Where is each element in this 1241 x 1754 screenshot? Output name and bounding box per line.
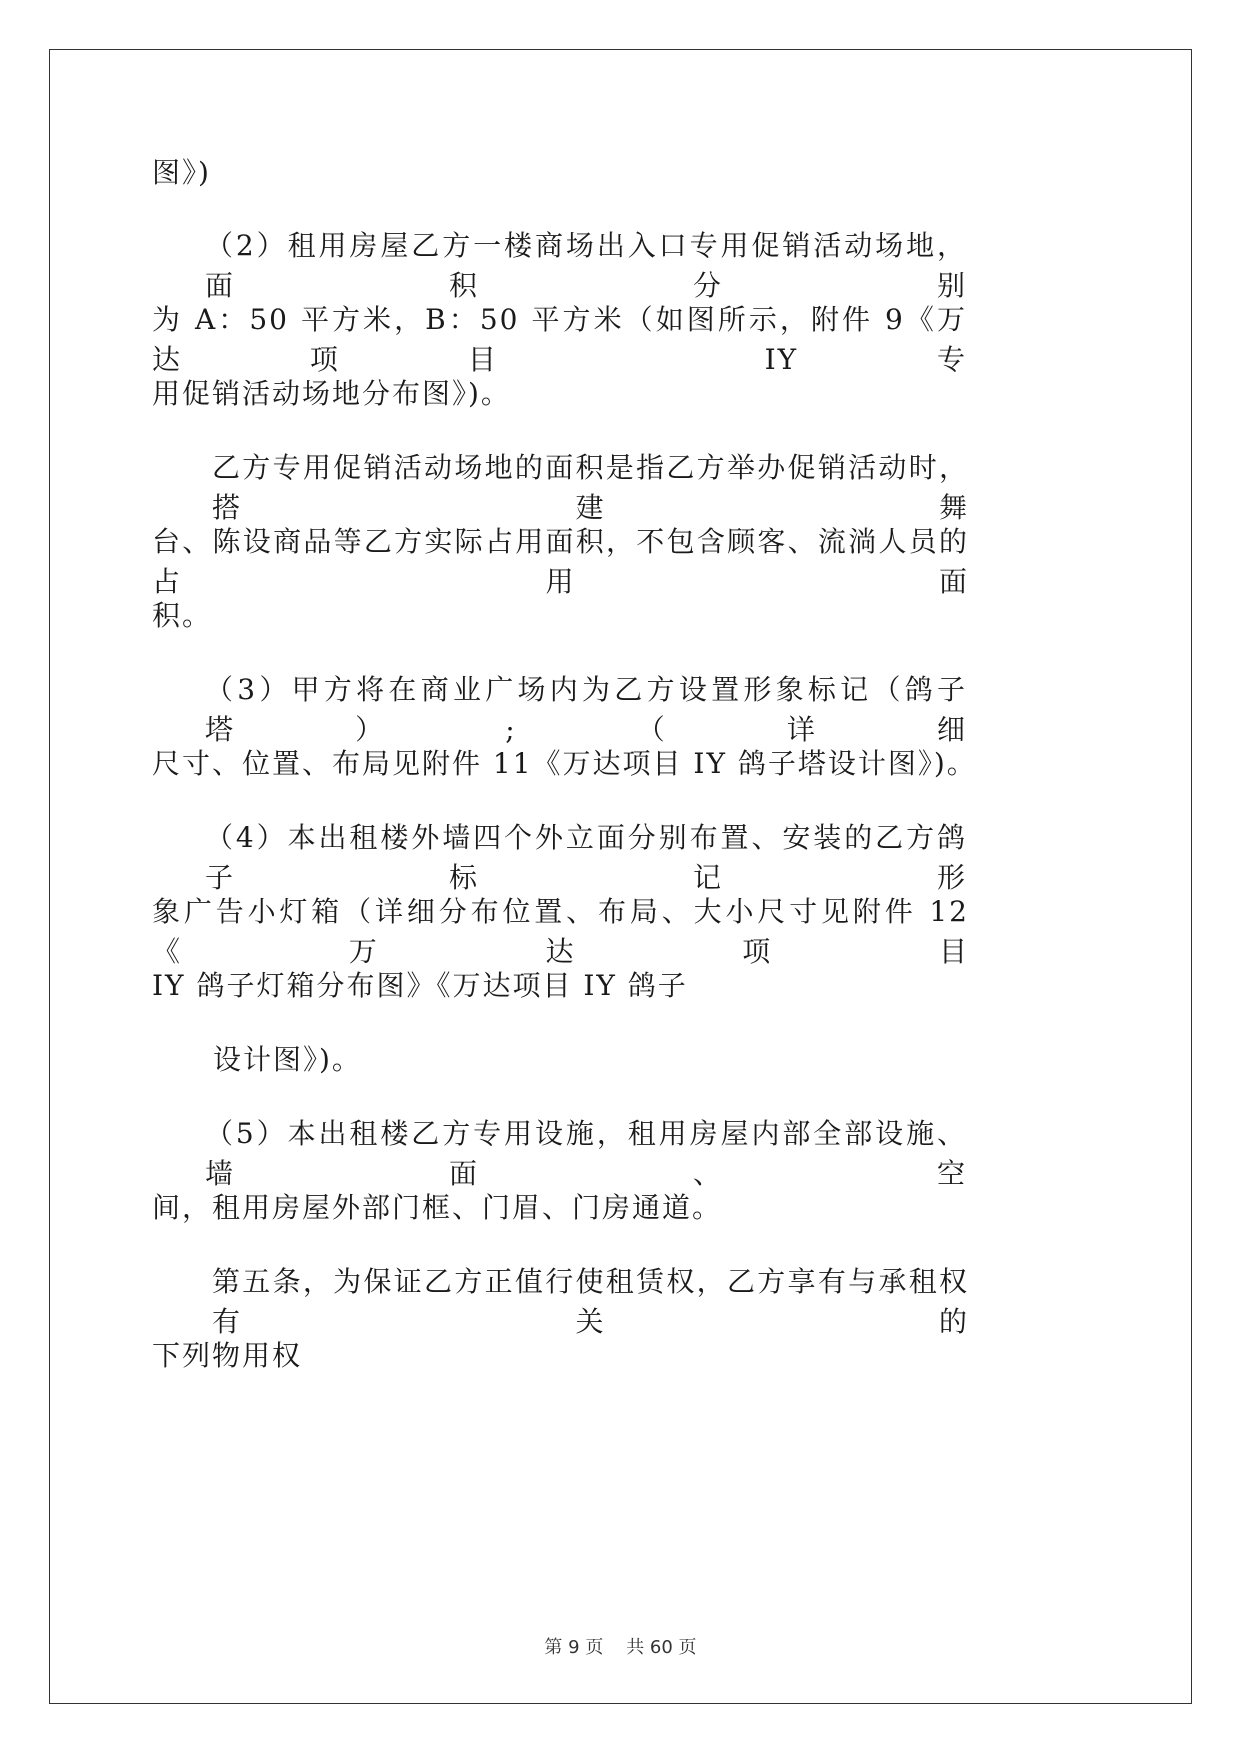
text-line: 间，租用房屋外部门框、门眉、门房通道。 [152, 1191, 723, 1224]
page-footer [0, 1636, 1241, 1660]
text-line: 乙方专用促销活动场地的面积是指乙方举办促销活动时，搭建舞 [212, 451, 969, 524]
text-line: IY 鸽子灯箱分布图》《万达项目 IY 鸽子 [152, 969, 688, 1002]
text-line: 图》) [152, 156, 211, 189]
text-line: 象广告小灯箱（详细分布位置、布局、大小尺寸见附件 12《万达项目 [152, 895, 969, 968]
text-line: 台、陈设商品等乙方实际占用面积，不包含顾客、流淌人员的占用面 [152, 525, 969, 598]
text-line: 第五条，为保证乙方正值行使租赁权，乙方享有与承租权有关的 [212, 1265, 969, 1338]
text-line: 积。 [152, 599, 213, 632]
text-line: 下列物用权 [152, 1339, 303, 1372]
text-line: （3）甲方将在商业广场内为乙方设置形象标记（鸽子塔）;（详细 [205, 673, 967, 746]
text-line: 为 A：50 平方米，B：50 平方米（如图所示，附件 9《万达项目 IY 专 [152, 303, 967, 376]
text-line: （5）本出租楼乙方专用设施，租用房屋内部全部设施、墙面、空 [205, 1117, 967, 1190]
text-line: 设计图》)。 [213, 1043, 362, 1076]
text-line: 用促销活动场地分布图》)。 [152, 377, 511, 410]
text-line: （4）本出租楼外墙四个外立面分别布置、安装的乙方鸽子标记形 [205, 821, 967, 894]
page-number: 第 9 页 共 60 页 [544, 1637, 697, 1658]
text-line: 尺寸、位置、布局见附件 11《万达项目 IY 鸽子塔设计图》)。 [152, 747, 977, 780]
text-line: （2）租用房屋乙方一楼商场出入口专用促销活动场地，面积分别 [205, 229, 967, 302]
